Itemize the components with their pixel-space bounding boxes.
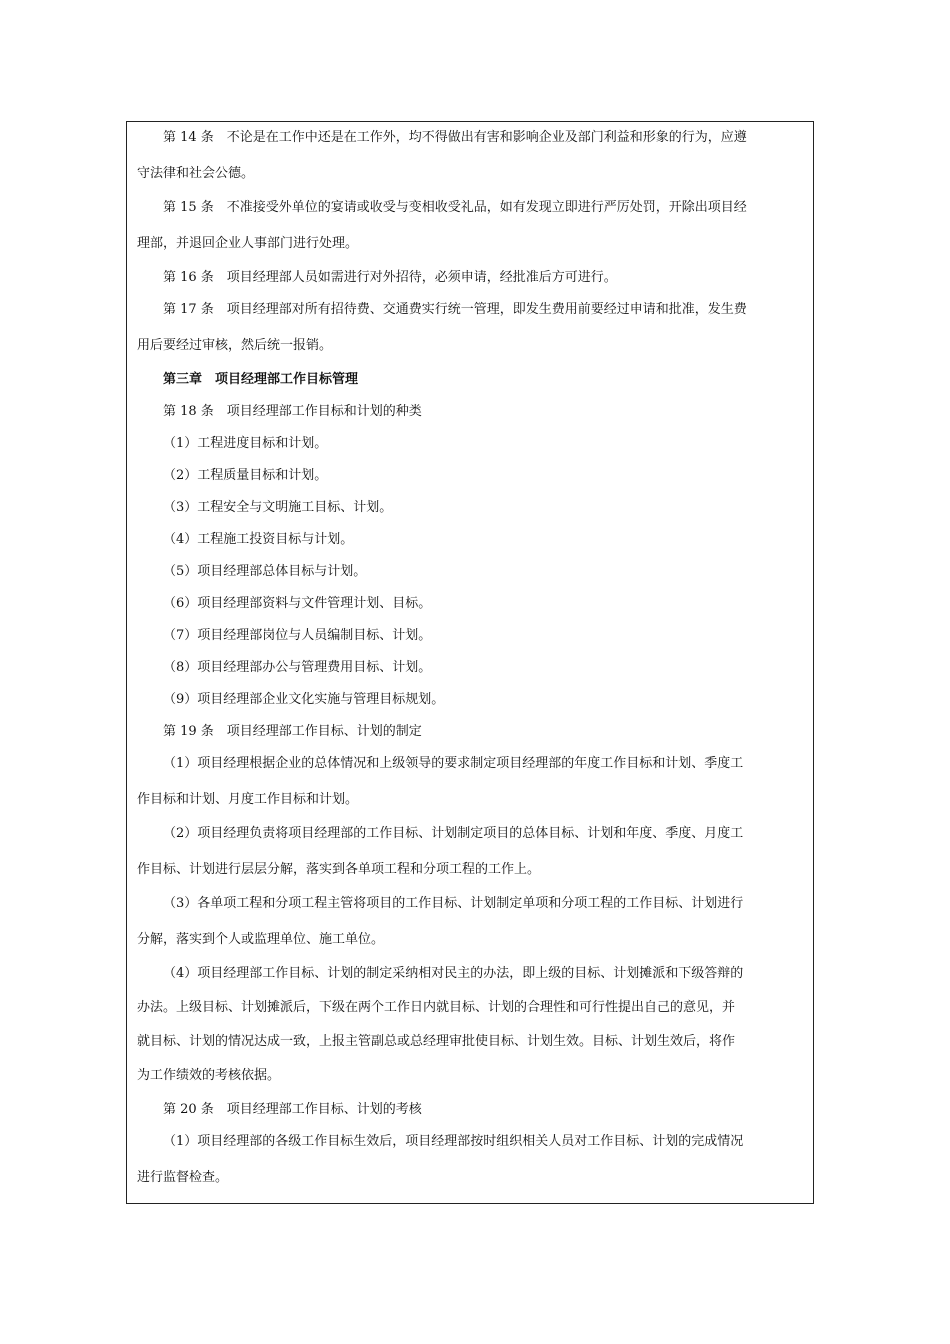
- text-line: 理部，并退回企业人事部门进行处理。: [137, 236, 359, 251]
- chapter-heading: 第三章 项目经理部工作目标管理: [163, 372, 359, 387]
- text-line: （1）项目经理部的各级工作目标生效后，项目经理部按时组织相关人员对工作目标、计划的完成情况: [163, 1134, 744, 1149]
- text-line: 第 20 条 项目经理部工作目标、计划的考核: [163, 1102, 422, 1117]
- list-item: （4）工程施工投资目标与计划。: [163, 532, 354, 547]
- text-line: （1）项目经理根据企业的总体情况和上级领导的要求制定项目经理部的年度工作目标和计划、季度工: [163, 756, 744, 771]
- text-line: 第 15 条 不准接受外单位的宴请或收受与变相收受礼品，如有发现立即进行严厉处罚，开除出项目经: [163, 200, 747, 215]
- text-line: 办法。上级目标、计划摊派后，下级在两个工作日内就目标、计划的合理性和可行性提出自己的意见，并: [137, 1000, 736, 1015]
- list-item: （8）项目经理部办公与管理费用目标、计划。: [163, 660, 432, 675]
- text-line: 守法律和社会公德。: [137, 166, 255, 181]
- list-item: （6）项目经理部资料与文件管理计划、目标。: [163, 596, 432, 611]
- list-item: （7）项目经理部岗位与人员编制目标、计划。: [163, 628, 432, 643]
- text-line: 第 14 条 不论是在工作中还是在工作外，均不得做出有害和影响企业及部门利益和形象的行为，应遵: [163, 130, 747, 145]
- text-line: 第 16 条 项目经理部人员如需进行对外招待，必须申请，经批准后方可进行。: [163, 270, 617, 285]
- text-line: 作目标和计划、月度工作目标和计划。: [137, 792, 359, 807]
- document-table-frame: [126, 121, 814, 1204]
- text-line: （3）各单项工程和分项工程主管将项目的工作目标、计划制定单项和分项工程的工作目标、计划进行: [163, 896, 744, 911]
- text-line: （4）项目经理部工作目标、计划的制定采纳相对民主的办法，即上级的目标、计划摊派和下级答辩的: [163, 966, 744, 981]
- text-line: 分解，落实到个人或监理单位、施工单位。: [137, 932, 385, 947]
- text-line: 第 17 条 项目经理部对所有招待费、交通费实行统一管理，即发生费用前要经过申请和批准，发生费: [163, 302, 747, 317]
- text-line: 作目标、计划进行层层分解，落实到各单项工程和分项工程的工作上。: [137, 862, 541, 877]
- list-item: （5）项目经理部总体目标与计划。: [163, 564, 367, 579]
- list-item: （2）工程质量目标和计划。: [163, 468, 328, 483]
- text-line: 为工作绩效的考核依据。: [137, 1068, 281, 1083]
- list-item: （3）工程安全与文明施工目标、计划。: [163, 500, 393, 515]
- document-content: [127, 122, 813, 1203]
- text-line: 第 18 条 项目经理部工作目标和计划的种类: [163, 404, 422, 419]
- list-item: （9）项目经理部企业文化实施与管理目标规划。: [163, 692, 445, 707]
- text-line: 用后要经过审核，然后统一报销。: [137, 338, 333, 353]
- text-line: 第 19 条 项目经理部工作目标、计划的制定: [163, 724, 422, 739]
- text-line: （2）项目经理负责将项目经理部的工作目标、计划制定项目的总体目标、计划和年度、季度、月度工: [163, 826, 744, 841]
- text-line: 就目标、计划的情况达成一致，上报主管副总或总经理审批使目标、计划生效。目标、计划生效后，将作: [137, 1034, 736, 1049]
- list-item: （1）工程进度目标和计划。: [163, 436, 328, 451]
- text-line: 进行监督检查。: [137, 1170, 229, 1185]
